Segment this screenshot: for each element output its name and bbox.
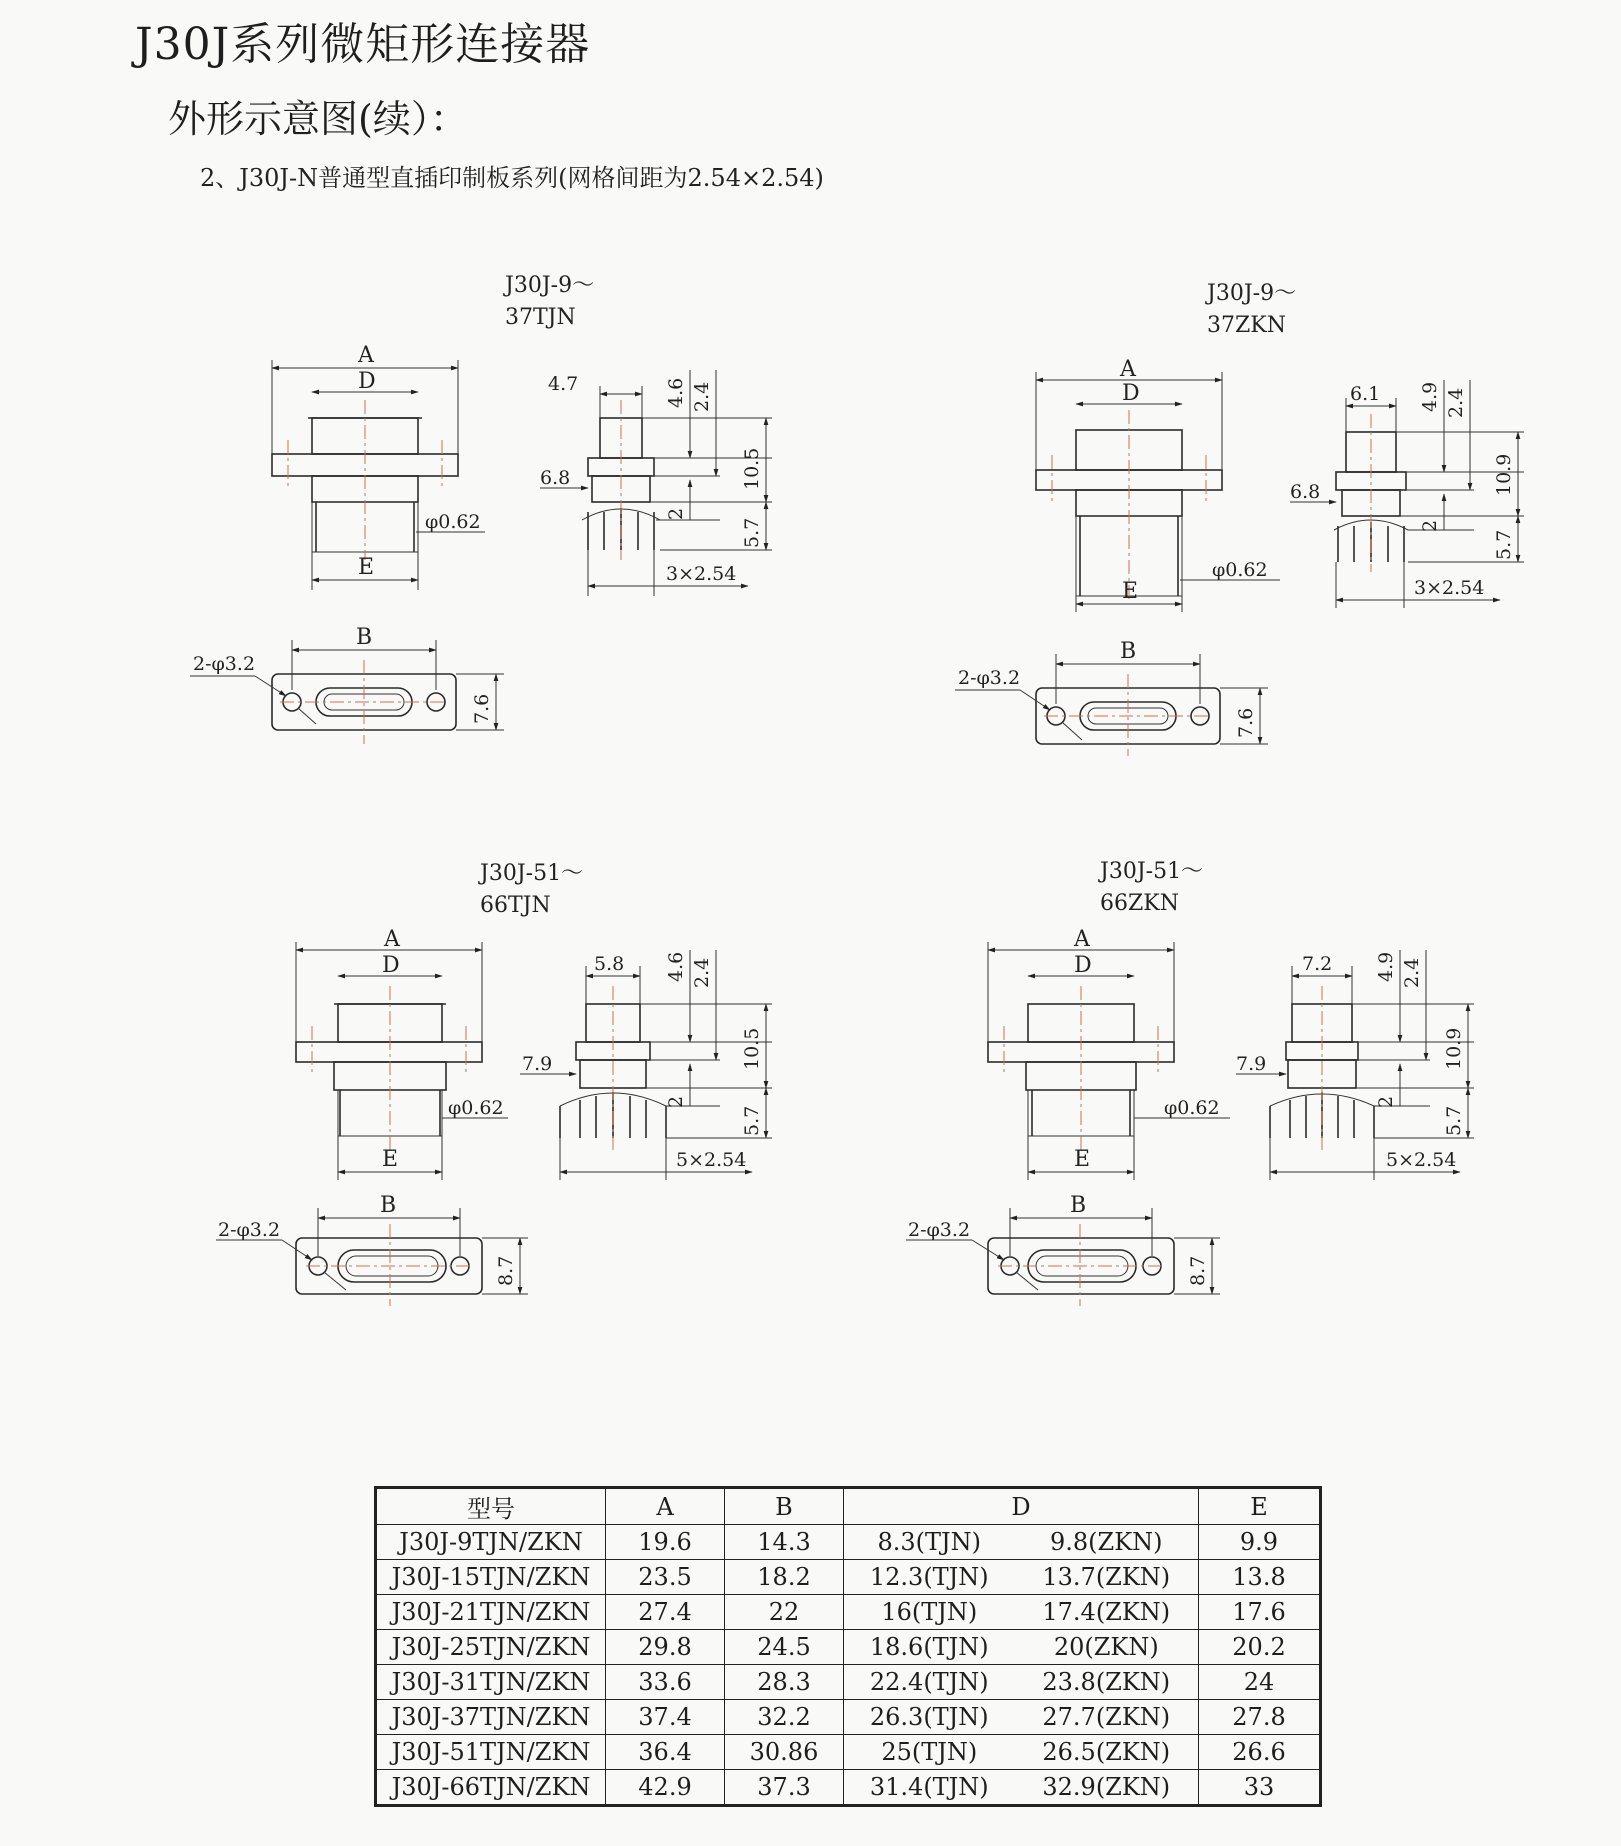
side-view	[540, 370, 772, 596]
section-title: 外形示意图(续）：	[168, 97, 468, 141]
bottom-view	[955, 639, 1268, 756]
front-view	[1036, 357, 1280, 612]
table-row	[376, 1525, 1321, 1560]
cell-d-tjn: 31.4(TJN)	[844, 1770, 1015, 1806]
side-v4-label: 2	[665, 1095, 687, 1108]
side-pitch-label: 5×2.54	[676, 1149, 747, 1171]
side-v1-label: 4.6	[665, 951, 687, 982]
drawing-title-line2: 37ZKN	[1207, 313, 1286, 338]
dim-a-label: A	[1120, 357, 1136, 382]
cell-d-zkn: 27.7(ZKN)	[1015, 1700, 1199, 1735]
dim-d-label: D	[358, 369, 376, 394]
cell-a: 23.5	[606, 1560, 725, 1595]
side-v1-label: 4.6	[665, 377, 687, 408]
cell-b: 32.2	[725, 1700, 844, 1735]
side-v2-label: 2.4	[691, 381, 713, 412]
pin-hole-label: φ0.62	[425, 511, 481, 533]
cell-d-zkn: 26.5(ZKN)	[1015, 1735, 1199, 1770]
pin-hole-label: φ0.62	[448, 1097, 504, 1119]
cell-d-tjn: 22.4(TJN)	[844, 1665, 1015, 1700]
side-v5-label: 5.7	[1493, 529, 1515, 560]
side-v5-label: 5.7	[741, 517, 763, 548]
cell-model: J30J-66TJN/ZKN	[376, 1770, 606, 1806]
cell-b: 18.2	[725, 1560, 844, 1595]
drawing-title-line1: J30J-9～	[505, 273, 595, 298]
bottom-height-label: 8.7	[1187, 1255, 1209, 1286]
dim-e-label: E	[382, 1147, 399, 1172]
side-v5-label: 5.7	[741, 1105, 763, 1136]
cell-model: J30J-25TJN/ZKN	[376, 1630, 606, 1665]
dim-a-label: A	[384, 927, 400, 952]
side-pitch-label: 3×2.54	[666, 563, 737, 585]
bottom-view	[190, 625, 504, 744]
header-e: E	[1199, 1488, 1321, 1525]
header-a: A	[606, 1488, 725, 1525]
cell-d-tjn: 25(TJN)	[844, 1735, 1015, 1770]
mount-holes-label: 2-φ3.2	[193, 653, 256, 675]
page-title: J30J系列微矩形连接器	[135, 19, 591, 70]
cell-d-zkn: 17.4(ZKN)	[1015, 1595, 1199, 1630]
table-header-row	[376, 1488, 1321, 1525]
header-model: 型号	[376, 1488, 606, 1525]
cell-d-tjn: 8.3(TJN)	[844, 1525, 1015, 1560]
front-view	[988, 927, 1230, 1180]
table-row	[376, 1735, 1321, 1770]
side-v1-label: 4.9	[1375, 951, 1397, 982]
cell-b: 24.5	[725, 1630, 844, 1665]
side-flange-width-label: 6.8	[1290, 481, 1321, 503]
cell-e: 24	[1199, 1665, 1321, 1700]
cell-d-zkn: 13.7(ZKN)	[1015, 1560, 1199, 1595]
side-v2-label: 2.4	[1445, 387, 1467, 418]
bottom-view	[906, 1193, 1220, 1306]
drawing-title-line1: J30J-51～	[1100, 859, 1204, 884]
cell-model: J30J-31TJN/ZKN	[376, 1665, 606, 1700]
side-v3-label: 10.9	[1443, 1027, 1465, 1070]
pin-hole-label: φ0.62	[1164, 1097, 1220, 1119]
dim-e-label: E	[1122, 579, 1139, 604]
side-v5-label: 5.7	[1443, 1105, 1465, 1136]
dim-b-label: B	[1070, 1193, 1087, 1218]
side-view	[520, 950, 772, 1180]
cell-e: 26.6	[1199, 1735, 1321, 1770]
front-view	[272, 343, 485, 590]
cell-d-zkn: 32.9(ZKN)	[1015, 1770, 1199, 1806]
dim-a-label: A	[358, 343, 374, 368]
dim-b-label: B	[380, 1193, 397, 1218]
cell-a: 19.6	[606, 1525, 725, 1560]
side-view	[1290, 380, 1524, 608]
header-d: D	[844, 1488, 1199, 1525]
side-v2-label: 2.4	[691, 957, 713, 988]
drawing-title-line2: 66TJN	[480, 893, 551, 918]
dim-a-label: A	[1074, 927, 1090, 952]
cell-model: J30J-21TJN/ZKN	[376, 1595, 606, 1630]
cell-e: 33	[1199, 1770, 1321, 1806]
side-top-width-label: 6.1	[1350, 383, 1381, 405]
mount-holes-label: 2-φ3.2	[908, 1219, 971, 1241]
side-top-width-label: 4.7	[548, 373, 579, 395]
side-v2-label: 2.4	[1401, 957, 1423, 988]
side-pitch-label: 5×2.54	[1386, 1149, 1457, 1171]
side-flange-width-label: 6.8	[540, 467, 571, 489]
side-top-width-label: 5.8	[594, 953, 625, 975]
side-v4-label: 2	[1375, 1095, 1397, 1108]
dim-e-label: E	[358, 555, 375, 580]
front-view	[296, 927, 508, 1180]
cell-b: 28.3	[725, 1665, 844, 1700]
dim-d-label: D	[1122, 381, 1140, 406]
side-v4-label: 2	[665, 507, 687, 520]
bottom-height-label: 8.7	[495, 1255, 517, 1286]
side-v4-label: 2	[1419, 519, 1441, 532]
side-flange-width-label: 7.9	[522, 1053, 553, 1075]
cell-e: 17.6	[1199, 1595, 1321, 1630]
bottom-height-label: 7.6	[1235, 707, 1257, 738]
mount-holes-label: 2-φ3.2	[218, 1219, 281, 1241]
table-row	[376, 1665, 1321, 1700]
cell-d-tjn: 12.3(TJN)	[844, 1560, 1015, 1595]
dim-b-label: B	[356, 625, 373, 650]
header-b: B	[725, 1488, 844, 1525]
cell-b: 22	[725, 1595, 844, 1630]
cell-model: J30J-51TJN/ZKN	[376, 1735, 606, 1770]
cell-e: 13.8	[1199, 1560, 1321, 1595]
side-v3-label: 10.5	[741, 447, 763, 490]
side-v3-label: 10.5	[741, 1027, 763, 1070]
dim-e-label: E	[1074, 1147, 1091, 1172]
drawing-group-9-37zkn	[955, 281, 1524, 756]
drawing-title-line2: 66ZKN	[1100, 891, 1179, 916]
cell-b: 30.86	[725, 1735, 844, 1770]
side-view	[1236, 950, 1474, 1180]
bottom-height-label: 7.6	[471, 693, 493, 724]
side-v3-label: 10.9	[1493, 453, 1515, 496]
cell-d-zkn: 23.8(ZKN)	[1015, 1665, 1199, 1700]
cell-b: 37.3	[725, 1770, 844, 1806]
cell-model: J30J-9TJN/ZKN	[376, 1525, 606, 1560]
dim-d-label: D	[1074, 953, 1092, 978]
drawing-title-line1: J30J-9～	[1207, 281, 1297, 306]
mount-holes-label: 2-φ3.2	[958, 667, 1021, 689]
bottom-view	[216, 1193, 528, 1306]
side-v1-label: 4.9	[1419, 381, 1441, 412]
dim-b-label: B	[1120, 639, 1137, 664]
cell-d-tjn: 26.3(TJN)	[844, 1700, 1015, 1735]
cell-a: 29.8	[606, 1630, 725, 1665]
cell-a: 42.9	[606, 1770, 725, 1806]
table-row	[376, 1700, 1321, 1735]
table-row	[376, 1770, 1321, 1806]
table-row	[376, 1560, 1321, 1595]
cell-d-tjn: 16(TJN)	[844, 1595, 1015, 1630]
drawing-title-line2: 37TJN	[505, 305, 576, 330]
cell-model: J30J-37TJN/ZKN	[376, 1700, 606, 1735]
cell-e: 9.9	[1199, 1525, 1321, 1560]
pin-hole-label: φ0.62	[1212, 559, 1268, 581]
drawing-group-51-66zkn	[906, 859, 1474, 1306]
side-flange-width-label: 7.9	[1236, 1053, 1267, 1075]
drawing-title-line1: J30J-51～	[480, 861, 584, 886]
table-row	[376, 1630, 1321, 1665]
table-row	[376, 1595, 1321, 1630]
cell-model: J30J-15TJN/ZKN	[376, 1560, 606, 1595]
cell-e: 20.2	[1199, 1630, 1321, 1665]
cell-a: 27.4	[606, 1595, 725, 1630]
drawing-group-9-37tjn	[190, 273, 772, 744]
cell-d-zkn: 20(ZKN)	[1015, 1630, 1199, 1665]
cell-a: 37.4	[606, 1700, 725, 1735]
cell-d-zkn: 9.8(ZKN)	[1015, 1525, 1199, 1560]
series-subtitle: 2、J30J-N普通型直插印制板系列(网格间距为2.54×2.54)	[200, 164, 824, 192]
drawing-group-51-66tjn	[216, 861, 772, 1306]
dim-d-label: D	[382, 953, 400, 978]
cell-b: 14.3	[725, 1525, 844, 1560]
dimension-table	[374, 1486, 1322, 1807]
side-pitch-label: 3×2.54	[1414, 577, 1485, 599]
side-top-width-label: 7.2	[1302, 953, 1333, 975]
cell-d-tjn: 18.6(TJN)	[844, 1630, 1015, 1665]
cell-e: 27.8	[1199, 1700, 1321, 1735]
cell-a: 33.6	[606, 1665, 725, 1700]
cell-a: 36.4	[606, 1735, 725, 1770]
